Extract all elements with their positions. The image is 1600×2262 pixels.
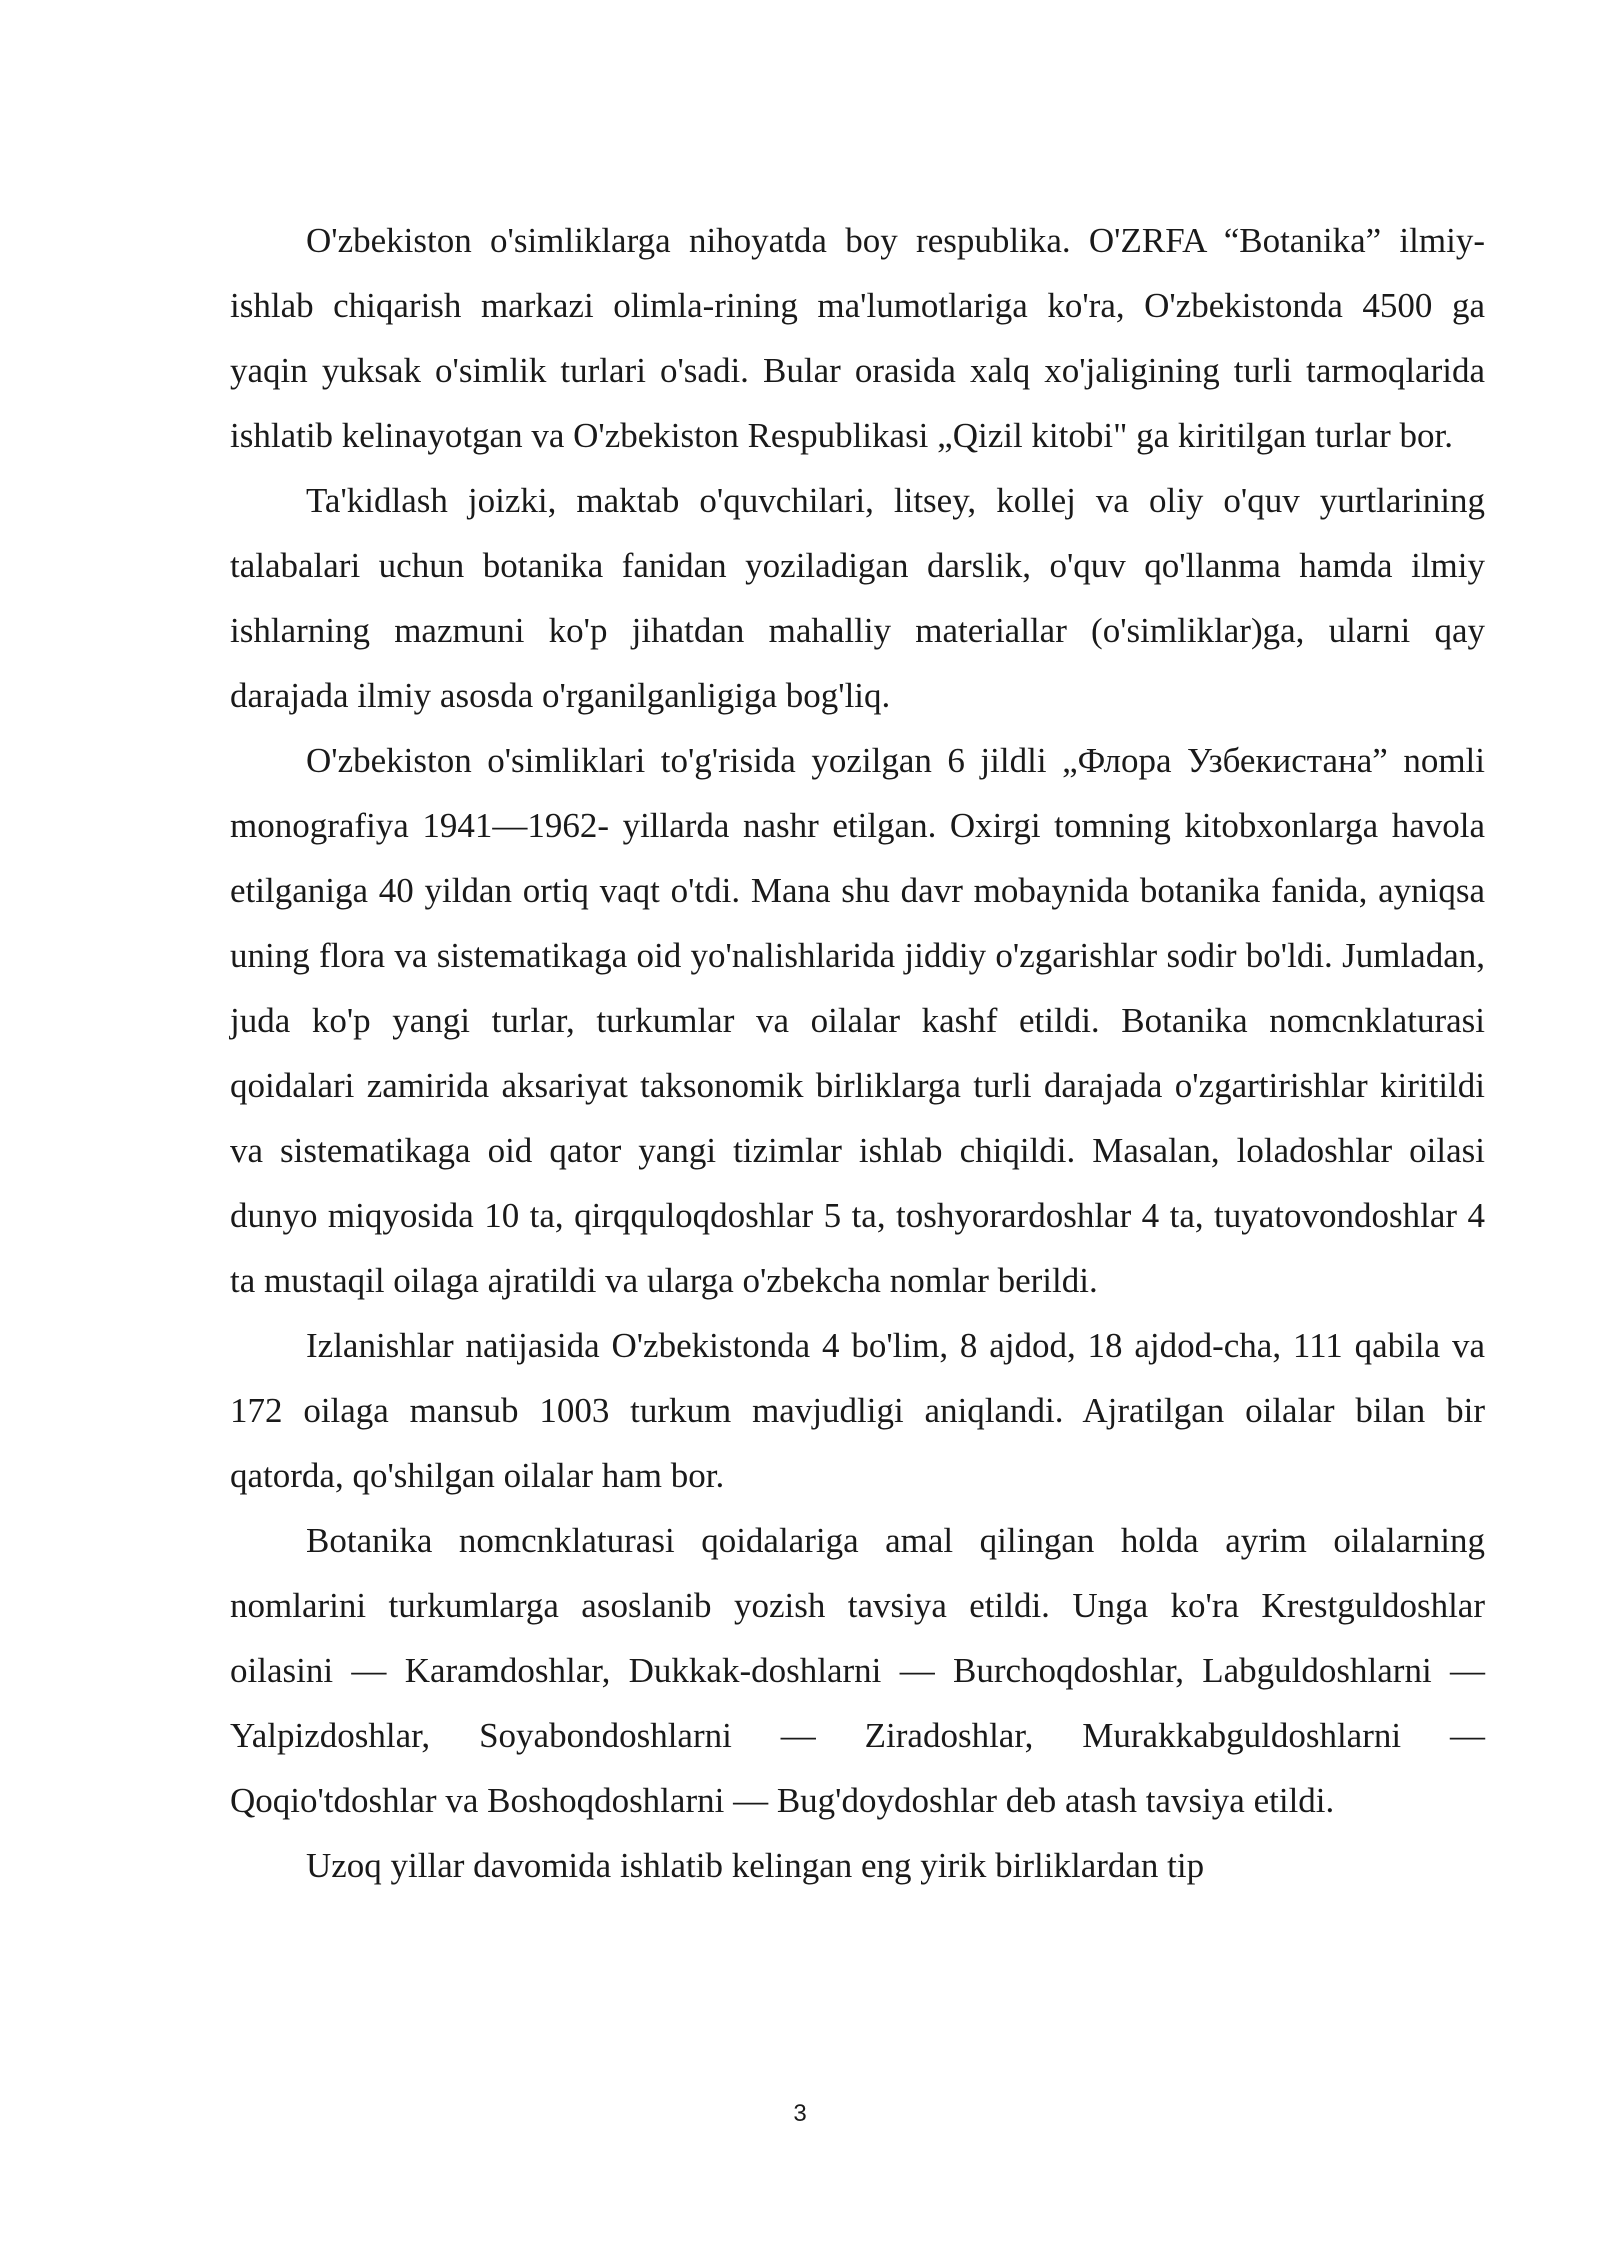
paragraph-3: O'zbekiston o'simliklari to'g'risida yozilgan 6 jildli „Флора Узбекистана” nomli monografiya 1941—1962- yillarda nashr etilgan. Oxirgi tomning kitobxonlarga havola etilganiga 40 yildan ortiq vaqt o'tdi. Mana shu davr mobaynida botanika fanida, ayniqsa uning flora va sistematikaga oid yo'nalishlarida jiddiy o'zgarishlar sodir bo'ldi. Jumladan, juda ko'p yangi turlar, turkumlar va oilalar kashf etildi. Botanika nomcnklaturasi qoidalari zamirida aksariyat taksonomik birliklarga turli darajada o'zgartirishlar kiritildi va sistematikaga oid qator yangi tizimlar ishlab chiqildi. Masalan, loladoshlar oilasi dunyo miqyosida 10 ta, qirqquloqdoshlar 5 ta, toshyorardoshlar 4 ta, tuyatovondoshlar 4 ta mustaqil oilaga ajratildi va ularga o'zbekcha nomlar berildi. [230, 741, 1485, 1300]
paragraph-6: Uzoq yillar davomida ishlatib kelingan eng yirik birliklardan tip [306, 1846, 1205, 1885]
paragraph-2: Ta'kidlash joizki, maktab o'quvchilari, litsey, kollej va oliy o'quv yurtlarining talabalari uchun botanika fanidan yoziladigan darslik, o'quv qo'llanma hamda ilmiy ishlarning mazmuni ko'p jihatdan mahalliy materiallar (o'simliklar)ga, ularni qay darajada ilmiy asosda o'rganilganligiga bog'liq. [230, 481, 1485, 715]
page-number: 3 [793, 2100, 807, 2127]
document-body [230, 208, 1485, 1898]
paragraph-4: Izlanishlar natijasida O'zbekistonda 4 bo'lim, 8 ajdod, 18 ajdod-cha, 111 qabila va 172 oilaga mansub 1003 turkum mavjudligi aniqlandi. Ajratilgan oilalar bilan bir qatorda, qo'shilgan oilalar ham bor. [230, 1326, 1485, 1495]
paragraph-5: Botanika nomcnklaturasi qoidalariga amal qilingan holda ayrim oilalarning nomlarini turkumlarga asoslanib yozish tavsiya etildi. Unga ko'ra Krestguldoshlar oilasini — Karamdoshlar, Dukkak-doshlarni — Burchoqdoshlar, Labguldoshlarni — Yalpizdoshlar, Soyabondoshlarni — Ziradoshlar, Murakkabguldoshlarni — Qoqio'tdoshlar va Boshoqdoshlarni — Bug'doydoshlar deb atash tavsiya etildi. [230, 1521, 1485, 1820]
paragraph-1: O'zbekiston o'simliklarga nihoyatda boy respublika. O'ZRFA “Botanika” ilmiy-ishlab chiqarish markazi olimla-rining ma'lumotlariga ko'ra, O'zbekistonda 4500 ga yaqin yuksak o'simlik turlari o'sadi. Bular orasida xalq xo'jaligining turli tarmoqlarida ishlatib kelinayotgan va O'zbekiston Respublikasi „Qizil kitobi" ga kiritilgan turlar bor. [230, 221, 1485, 455]
